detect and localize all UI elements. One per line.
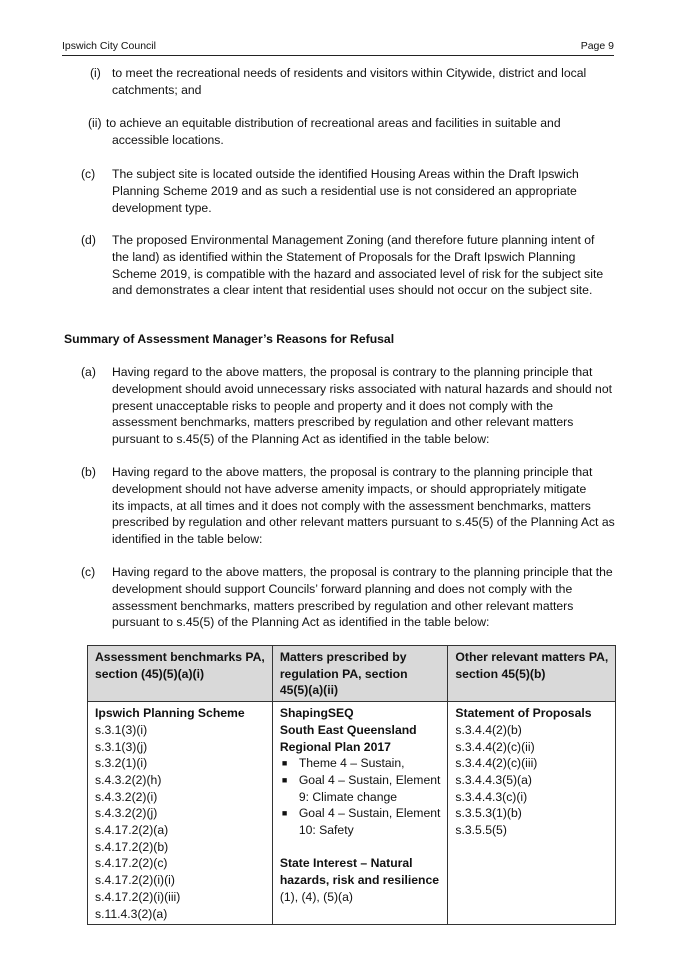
item-label: (d) [81, 233, 96, 247]
matters-prescribed-cell [272, 702, 448, 925]
cell-title: Statement of Proposals [455, 706, 592, 721]
cell-item: s.4.3.2(2)(j) [95, 806, 158, 821]
cell-item: s.4.17.2(2)(i)(iii) [95, 889, 181, 904]
cell-item: s.4.3.2(2)(i) [95, 789, 158, 804]
text-line: Planning Scheme 2019 and as such a residential use is not considered an appropriate [112, 183, 577, 198]
text-line: identified in the table below: [112, 532, 263, 547]
cell-title: State Interest – Natural [279, 856, 413, 871]
header-line: Assessment benchmarks PA, [95, 650, 265, 664]
cell-item: s.3.1(3)(i) [95, 722, 148, 737]
item-label: (c) [81, 565, 96, 579]
header-line: regulation PA, section [279, 666, 408, 681]
cell-title: South East Queensland [279, 722, 417, 737]
text-line: Scheme 2019, is compatible with the hazard and associated level of risk for the subject site [112, 266, 604, 281]
bullet-text: Goal 4 – Sustain, Element [298, 806, 441, 821]
text-line: prescribed by regulation and other relevant matters pursuant to s.45(5) of the Planning Act as [112, 515, 615, 530]
text-line: the land) as identified within the Statement of Proposals for the Draft Ipswich Planning [112, 249, 576, 264]
text-line: accessible locations. [112, 132, 224, 147]
text-line: pursuant to s.45(5) of the Planning Act as identified in the table below: [112, 615, 490, 630]
bullet-square-icon: ■ [281, 758, 288, 769]
text-line: to achieve an equitable distribution of recreational areas and facilities in suitable and [106, 116, 561, 130]
cell-item: s.3.4.4(2)(c)(iii) [455, 756, 538, 771]
other-matters-cell [448, 702, 616, 925]
text-line: development should not have adverse amenity impacts, or should appropriately mitigate [112, 481, 587, 496]
table-header-cell [88, 646, 273, 702]
table-header-cell [272, 646, 448, 702]
text-line: to meet the recreational needs of residents and visitors within Citywide, district and local [112, 66, 587, 80]
text-line: development should support Councils’ forward planning and does not comply with the [112, 581, 573, 596]
cell-item: s.11.4.3(2)(a) [95, 906, 168, 921]
spacer [280, 839, 441, 856]
bullet-item [280, 755, 441, 772]
text-line: The proposed Environmental Management Zoning (and therefore future planning intent of [112, 233, 595, 247]
benchmarks-cell [88, 702, 273, 925]
cell-item: s.3.2(1)(i) [95, 756, 148, 771]
cell-item: s.3.5.5(5) [455, 823, 507, 838]
page-header [62, 39, 614, 56]
header-line: Other relevant matters PA, [455, 650, 609, 664]
bullet-square-icon: ■ [281, 774, 288, 785]
text-line: Having regard to the above matters, the proposal is contrary to the planning principle that [112, 465, 593, 479]
item-label: (c) [81, 167, 96, 181]
cell-item: s.3.4.4(2)(c)(ii) [455, 739, 535, 754]
cell-item: s.4.17.2(2)(i)(i) [95, 873, 175, 888]
cell-item: s.3.4.4.3(c)(i) [455, 789, 528, 804]
cell-item: s.3.5.3(1)(b) [455, 806, 522, 821]
header-line: section 45(5)(b) [455, 666, 546, 681]
cell-item: s.3.1(3)(j) [95, 739, 148, 754]
item-label: (i) [90, 66, 101, 80]
text-line: its impacts, at all times and it does not comply with the assessment benchmarks, matters [112, 498, 591, 513]
bullet-square-icon: ■ [281, 808, 288, 819]
cell-item: s.4.17.2(2)(b) [95, 839, 169, 854]
bullet-text: Theme 4 – Sustain, [298, 756, 405, 771]
header-line: 45(5)(a)(ii) [279, 683, 339, 698]
table-header-cell [448, 646, 616, 702]
text-line: development type. [112, 200, 212, 215]
cell-item: s.4.17.2(2)(c) [95, 856, 168, 871]
cell-item: (1), (4), (5)(a) [279, 889, 353, 904]
bullet-text: Goal 4 – Sustain, Element [298, 772, 441, 787]
bullet-item [280, 805, 441, 838]
cell-title: Regional Plan 2017 [279, 739, 391, 754]
item-label: (ii) [88, 116, 102, 130]
assessment-table [87, 645, 616, 925]
header-page-number: Page 9 [580, 40, 614, 52]
cell-title: Ipswich Planning Scheme [95, 706, 245, 721]
header-council-name: Ipswich City Council [62, 40, 156, 52]
cell-item: s.3.4.4(2)(b) [455, 722, 522, 737]
text-line: The subject site is located outside the identified Housing Areas within the Draft Ipswich [112, 167, 579, 181]
text-line: pursuant to s.45(5) of the Planning Act as identified in the table below: [112, 432, 490, 447]
text-line: assessment benchmarks, matters prescribed by regulation and other relevant matters [112, 598, 574, 613]
text-line: Having regard to the above matters, the proposal is contrary to the planning principle that [112, 365, 593, 379]
text-line: present unacceptable risks to people and property and it does not comply with the [112, 398, 554, 413]
section-heading: Summary of Assessment Manager’s Reasons for Refusal [64, 332, 395, 346]
header-line: section (45)(5)(a)(i) [95, 666, 205, 681]
cell-item: s.3.4.4.3(5)(a) [455, 772, 532, 787]
cell-item: s.4.3.2(2)(h) [95, 772, 162, 787]
text-line: development should avoid unnecessary risks associated with natural hazards and should not [112, 381, 612, 396]
table-header-row [88, 646, 616, 702]
item-label: (a) [81, 365, 96, 379]
text-line: assessment benchmarks, matters prescribed by regulation and other relevant matters [112, 415, 574, 430]
header-line: Matters prescribed by [279, 650, 407, 664]
text-line: catchments; and [112, 82, 202, 97]
cell-title: ShapingSEQ [279, 706, 354, 721]
cell-item: s.4.17.2(2)(a) [95, 823, 169, 838]
bullet-text: 10: Safety [298, 823, 354, 838]
bullet-item [280, 772, 441, 805]
text-line: and demonstrates a clear intent that residential uses should not occur on the subject site. [112, 283, 593, 298]
bullet-text: 9: Climate change [298, 789, 398, 804]
cell-title: hazards, risk and resilience [279, 873, 440, 888]
text-line: Having regard to the above matters, the proposal is contrary to the planning principle that the [112, 565, 613, 579]
table-row [88, 702, 616, 925]
item-label: (b) [81, 465, 96, 479]
